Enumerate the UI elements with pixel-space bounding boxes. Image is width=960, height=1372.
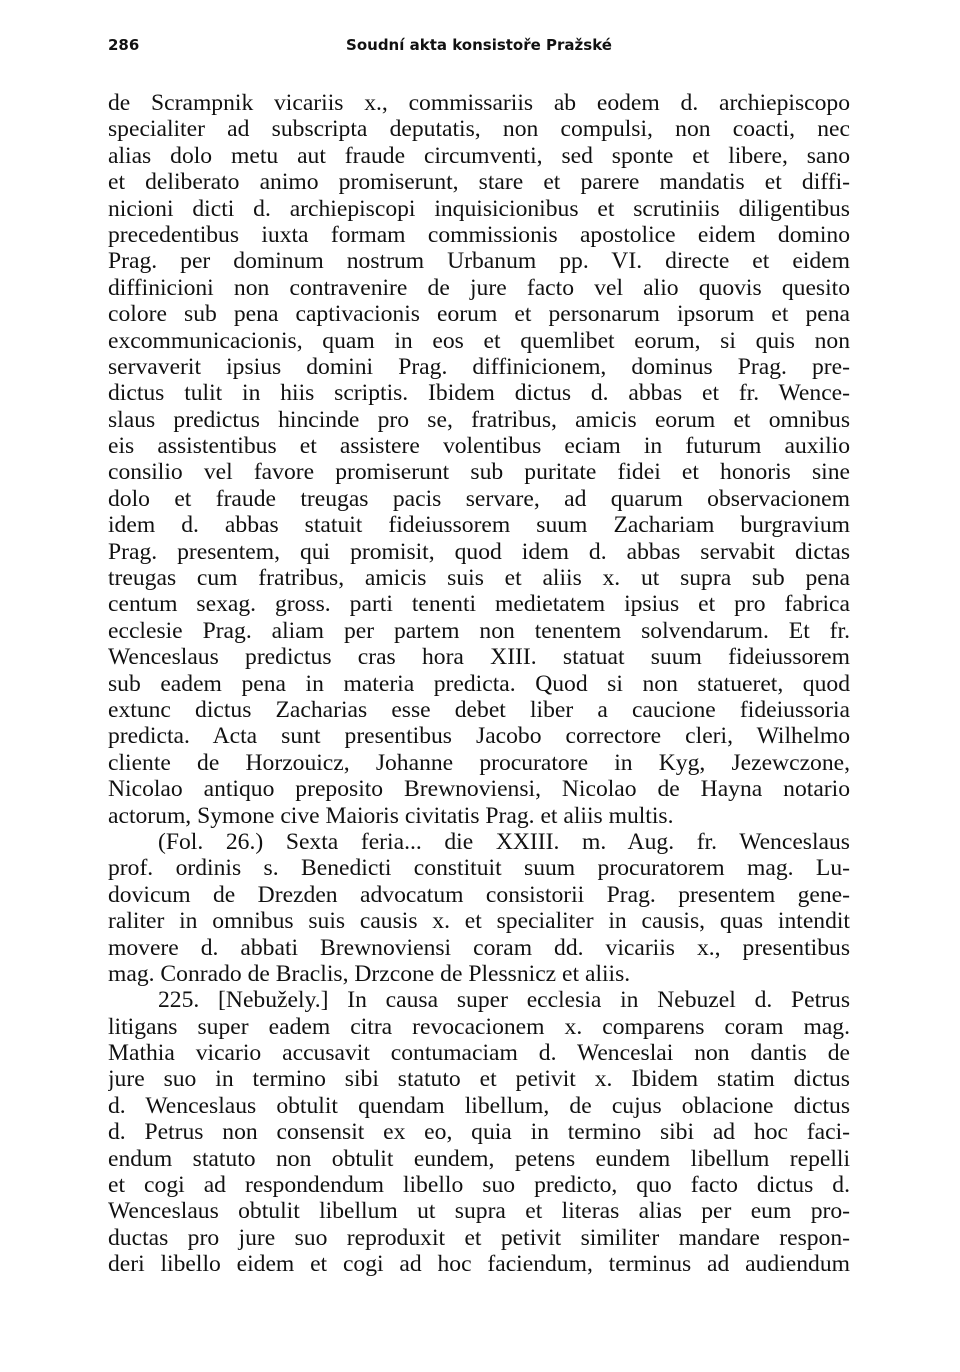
text-line: sub eadem pena in materia predicta. Quod si non statueret, quod [108, 670, 850, 697]
text-line: (Fol. 26.) Sexta feria... die XXIII. m. Aug. fr. Wenceslaus [158, 828, 850, 855]
text-line: predicta. Acta sunt presentibus Jacobo correctore cleri, Wilhelmo [108, 723, 850, 750]
text-line: consilio vel favore promiserunt sub puritate fidei et honoris sine [108, 459, 850, 486]
text-line: servaverit ipsius domini Prag. diffinicionem, dominus Prag. pre- [108, 353, 850, 380]
text-line: d. Wenceslaus obtulit quendam libellum, de cujus oblacione dictus [108, 1092, 850, 1119]
text-line: dictus tulit in hiis scriptis. Ibidem dictus d. abbas et fr. Wence- [108, 380, 850, 407]
text-line: treugas cum fratribus, amicis suis et aliis x. ut supra sub pena [108, 565, 850, 592]
text-line: endum statuto non obtulit eundem, petens eundem libellum repelli [108, 1145, 850, 1172]
page-number: 286 [108, 36, 140, 54]
text-line: alias dolo metu aut fraude circumventi, sed sponte et libere, sano [108, 142, 850, 169]
text-line: precedentibus iuxta formam commissionis apostolice eidem domino [108, 221, 850, 248]
text-line: ecclesie Prag. aliam per partem non tenentem solvendarum. Et fr. [108, 617, 850, 644]
text-line: diffinicioni non contravenire de jure facto vel alio quovis quesito [108, 274, 850, 301]
text-line: 225. [Nebužely.] In causa super ecclesia in Nebuzel d. Petrus [158, 987, 850, 1014]
text-line: ductas pro jure suo reproduxit et petivit similiter mandare respon- [108, 1224, 850, 1251]
text-line: prof. ordinis s. Benedicti constituit suum procuratorem mag. Lu- [108, 855, 850, 882]
text-line: slaus predictus hincinde pro se, fratribus, amicis eorum et omnibus [108, 406, 850, 433]
text-line: deri libello eidem et cogi ad hoc faciendum, terminus ad audiendum [108, 1251, 850, 1278]
text-line: actorum, Symone cive Maioris civitatis Prag. et aliis multis. [108, 802, 674, 829]
text-line: et cogi ad respondendum libello suo predicto, quo facto dictus d. [108, 1172, 850, 1199]
text-line: raliter in omnibus suis causis x. et specialiter in causis, quas intendit [108, 908, 850, 935]
text-line: Prag. per dominum nostrum Urbanum pp. VI. directe et eidem [108, 248, 850, 275]
text-line: de Scrampnik vicariis x., commissariis ab eodem d. archiepiscopo [108, 90, 850, 116]
text-line: extunc dictus Zacharias esse debet liber a caucione fideiussoria [108, 696, 850, 723]
text-line: colore sub pena captivacionis eorum et personarum ipsorum et pena [108, 301, 850, 328]
text-line: dolo et fraude treugas pacis servare, ad quarum observacionem [108, 485, 850, 512]
text-line: idem d. abbas statuit fideiussorem suum Zachariam burgravium [108, 512, 850, 539]
text-line: specialiter ad subscripta deputatis, non compulsi, non coacti, nec [108, 116, 850, 143]
text-line: movere d. abbati Brewnoviensi coram dd. vicariis x., presentibus [108, 934, 850, 961]
text-line: Nicolao antiquo preposito Brewnoviensi, Nicolao de Hayna notario [108, 776, 850, 803]
body-text [108, 90, 850, 1278]
text-line: litigans super eadem citra revocacionem x. comparens coram mag. [108, 1013, 850, 1040]
text-line: jure suo in termino sibi statuto et petivit x. Ibidem statim dictus [108, 1066, 850, 1093]
text-line: et deliberato animo promiserunt, stare et parere mandatis et diffi- [108, 169, 850, 196]
text-line: eis assistentibus et assistere volentibus eciam in futurum auxilio [108, 433, 850, 460]
running-title: Soudní akta konsistoře Pražské [346, 36, 612, 54]
text-line: Wenceslaus predictus cras hora XIII. statuat suum fideiussorem [108, 644, 850, 671]
text-line: excommunicacionis, quam in eos et quemlibet eorum, si quis non [108, 327, 850, 354]
text-line: Wenceslaus obtulit libellum ut supra et literas alias per eum pro- [108, 1198, 850, 1225]
text-line: Mathia vicario accusavit contumaciam d. Wenceslai non dantis de [108, 1040, 850, 1067]
text-line: centum sexag. gross. parti tenenti medietatem ipsius et pro fabrica [108, 591, 850, 618]
text-line: Prag. presentem, qui promisit, quod idem d. abbas servabit dictas [108, 538, 850, 565]
text-line: d. Petrus non consensit ex eo, quia in termino sibi ad hoc faci- [108, 1119, 850, 1146]
text-line: dovicum de Drezden advocatum consistorii Prag. presentem gene- [108, 881, 850, 908]
text-line: mag. Conrado de Braclis, Drzcone de Plessnicz et aliis. [108, 960, 631, 987]
text-line: nicioni dicti d. archiepiscopi inquisicionibus et scrutiniis diligentibus [108, 195, 850, 222]
text-line: cliente de Horzouicz, Johanne procuratore in Kyg, Jezewczone, [108, 749, 850, 776]
page-header [108, 36, 850, 66]
